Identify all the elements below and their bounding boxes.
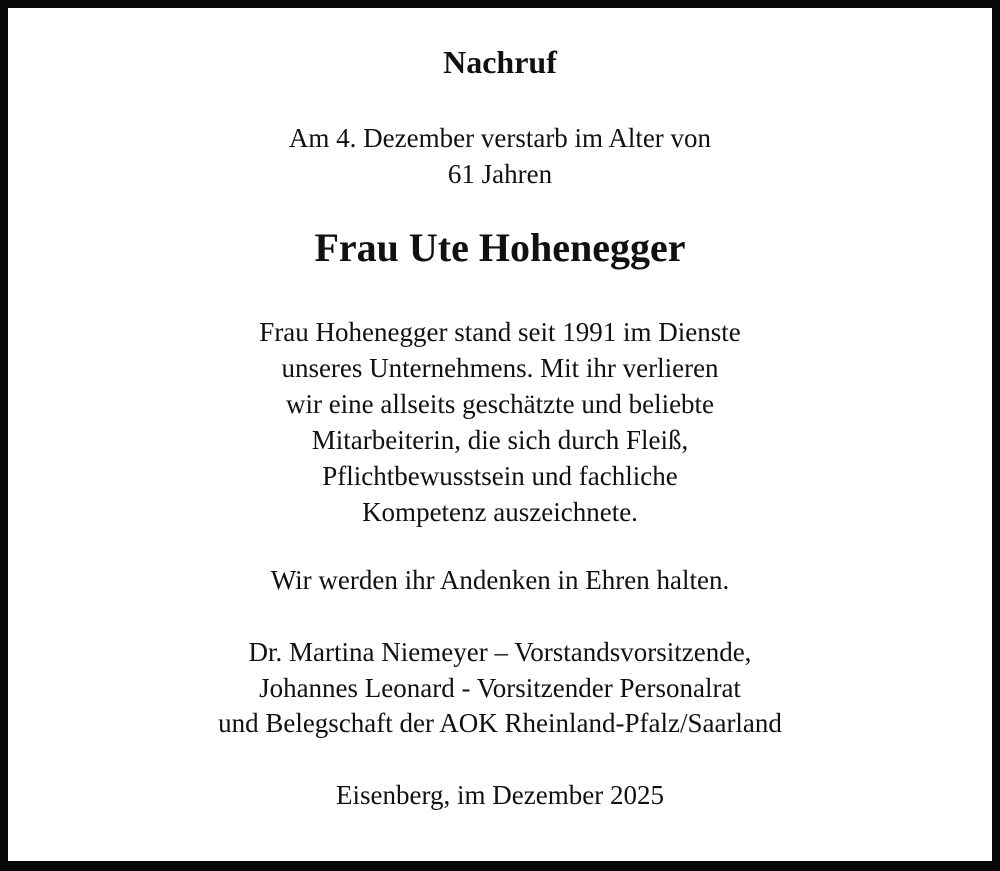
closing-line: Wir werden ihr Andenken in Ehren halten. [270, 565, 730, 595]
body-line: Mitarbeiterin, die sich durch Fleiß, [311, 425, 689, 455]
place-date: Eisenberg, im Dezember 2025 [336, 780, 664, 810]
body-line: unseres Unternehmens. Mit ihr verlieren [281, 353, 719, 383]
signature-line: und Belegschaft der AOK Rheinland-Pfalz/Saarland [218, 708, 782, 738]
intro-line-1: Am 4. Dezember verstarb im Alter von [288, 123, 712, 153]
signature-line: Dr. Martina Niemeyer – Vorstandsvorsitzende, [248, 637, 752, 667]
body-line: Kompetenz auszeichnete. [362, 497, 638, 527]
body-line: Pflichtbewusstsein und fachliche [322, 461, 678, 491]
deceased-name: Frau Ute Hohenegger [314, 225, 686, 270]
intro-line-2: 61 Jahren [447, 159, 553, 189]
body-line: wir eine allseits geschätzte und beliebte [285, 389, 715, 419]
obituary-title: Nachruf [443, 44, 557, 80]
signature-line: Johannes Leonard - Vorsitzender Personalrat [259, 673, 741, 703]
body-line: Frau Hohenegger stand seit 1991 im Dienste [259, 317, 741, 347]
